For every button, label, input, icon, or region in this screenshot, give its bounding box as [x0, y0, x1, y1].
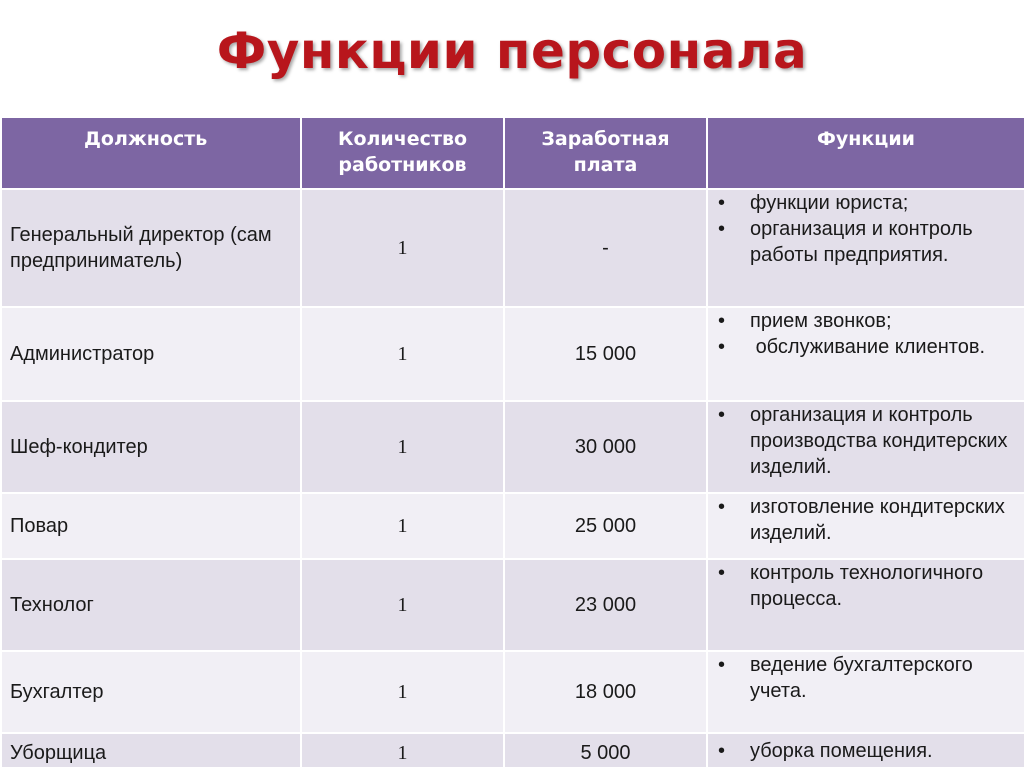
cell-count: 1: [301, 307, 504, 401]
function-text: уборка помещения.: [750, 740, 933, 762]
cell-position: Технолог: [1, 559, 301, 651]
cell-salary: 30 000: [504, 401, 707, 493]
list-item: [716, 216, 1016, 268]
list-item: [716, 652, 1016, 704]
list-item: [716, 334, 1016, 360]
function-text: функции юриста;: [750, 192, 909, 214]
function-text: изготовление кондитерских изделий.: [750, 496, 1005, 544]
function-text: организация и контроль производства кондитерских изделий.: [750, 404, 1008, 478]
bullet-icon: •: [718, 336, 726, 358]
cell-count: 1: [301, 401, 504, 493]
cell-functions: [707, 559, 1024, 651]
cell-count: 1: [301, 559, 504, 651]
cell-functions: [707, 401, 1024, 493]
list-item: [716, 402, 1016, 480]
table-row: [1, 189, 1024, 307]
functions-list: [716, 652, 1016, 704]
cell-position: Генеральный директор (сам предприниматель): [1, 189, 301, 307]
cell-functions: [707, 189, 1024, 307]
bullet-icon: •: [718, 404, 726, 426]
cell-functions: [707, 493, 1024, 559]
cell-count: 1: [301, 651, 504, 733]
cell-count: 1: [301, 189, 504, 307]
column-header-salary: Заработная плата: [504, 117, 707, 189]
functions-list: [716, 494, 1016, 546]
cell-salary: 15 000: [504, 307, 707, 401]
bullet-icon: •: [718, 310, 726, 332]
cell-salary: 5 000: [504, 733, 707, 767]
bullet-icon: •: [718, 496, 726, 518]
staff-table: [0, 116, 1024, 767]
cell-position: Шеф-кондитер: [1, 401, 301, 493]
cell-functions: [707, 651, 1024, 733]
function-text: прием звонков;: [750, 310, 892, 332]
table-row: [1, 651, 1024, 733]
list-item: [716, 494, 1016, 546]
functions-list: [716, 190, 1016, 268]
column-header-count: Количество работников: [301, 117, 504, 189]
list-item: [716, 308, 1016, 334]
cell-position: Бухгалтер: [1, 651, 301, 733]
cell-position: Уборщица: [1, 733, 301, 767]
cell-salary: 18 000: [504, 651, 707, 733]
table-row: [1, 493, 1024, 559]
cell-count: 1: [301, 493, 504, 559]
column-header-functions: Функции: [707, 117, 1024, 189]
list-item: [716, 190, 1016, 216]
functions-list: [716, 738, 1016, 764]
cell-salary: -: [504, 189, 707, 307]
cell-functions: [707, 307, 1024, 401]
function-text: обслуживание клиентов.: [750, 336, 986, 358]
cell-functions: [707, 733, 1024, 767]
functions-list: [716, 560, 1016, 612]
cell-salary: 23 000: [504, 559, 707, 651]
function-text: организация и контроль работы предприятия.: [750, 218, 973, 266]
bullet-icon: •: [718, 654, 726, 676]
bullet-icon: •: [718, 562, 726, 584]
function-text: ведение бухгалтерского учета.: [750, 654, 973, 702]
function-text: контроль технологичного процесса.: [750, 562, 984, 610]
bullet-icon: •: [718, 740, 726, 762]
cell-salary: 25 000: [504, 493, 707, 559]
cell-position: Повар: [1, 493, 301, 559]
list-item: [716, 738, 1016, 764]
list-item: [716, 560, 1016, 612]
bullet-icon: •: [718, 192, 726, 214]
table-row: [1, 733, 1024, 767]
column-header-position: Должность: [1, 117, 301, 189]
functions-list: [716, 402, 1016, 480]
bullet-icon: •: [718, 218, 726, 240]
cell-count: 1: [301, 733, 504, 767]
table-row: [1, 559, 1024, 651]
table-header-row: [1, 117, 1024, 189]
table-row: [1, 307, 1024, 401]
cell-position: Администратор: [1, 307, 301, 401]
page-title: Функции персонала: [216, 22, 808, 80]
functions-list: [716, 308, 1016, 360]
table-row: [1, 401, 1024, 493]
